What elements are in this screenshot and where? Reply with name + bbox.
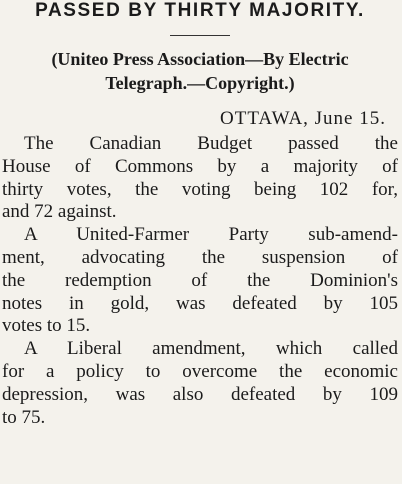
credit-line-2: Telegraph.—Copyright.) <box>105 73 295 93</box>
paragraph-line: A United-Farmer Party sub-amend- <box>24 224 398 246</box>
paragraph-line: for a policy to overcome the economic <box>2 360 398 382</box>
paragraph-line: thirty votes, the voting being 102 for, <box>2 178 398 200</box>
press-credit <box>2 47 398 95</box>
paragraph-line: the redemption of the Dominion's <box>2 269 398 291</box>
paragraph-line: A Liberal amendment, which called <box>24 338 398 360</box>
paragraph-line: House of Commons by a majority of <box>2 155 398 177</box>
headline: PASSED BY THIRTY MAJORITY. <box>35 0 365 21</box>
paragraph-line: depression, was also defeated by 109 <box>2 383 398 405</box>
paragraph-line: votes to 15. <box>2 315 91 337</box>
paragraph-line: The Canadian Budget passed the <box>24 133 398 154</box>
dateline: OTTAWA, June 15. <box>220 108 386 129</box>
paragraph-liberal-amendment <box>2 338 398 429</box>
paragraph-line: notes in gold, was defeated by 105 <box>2 292 398 314</box>
paragraph-line: to 75. <box>2 406 46 428</box>
divider-rule <box>170 35 230 36</box>
paragraph-line: and 72 against. <box>2 201 117 223</box>
paragraph-farmer-amendment <box>2 224 398 338</box>
paragraph-line: ment, advocating the suspension of <box>2 246 398 268</box>
credit-line-1: (Uniteo Press Association—By Electric <box>51 49 349 69</box>
paragraph-budget <box>2 133 398 224</box>
